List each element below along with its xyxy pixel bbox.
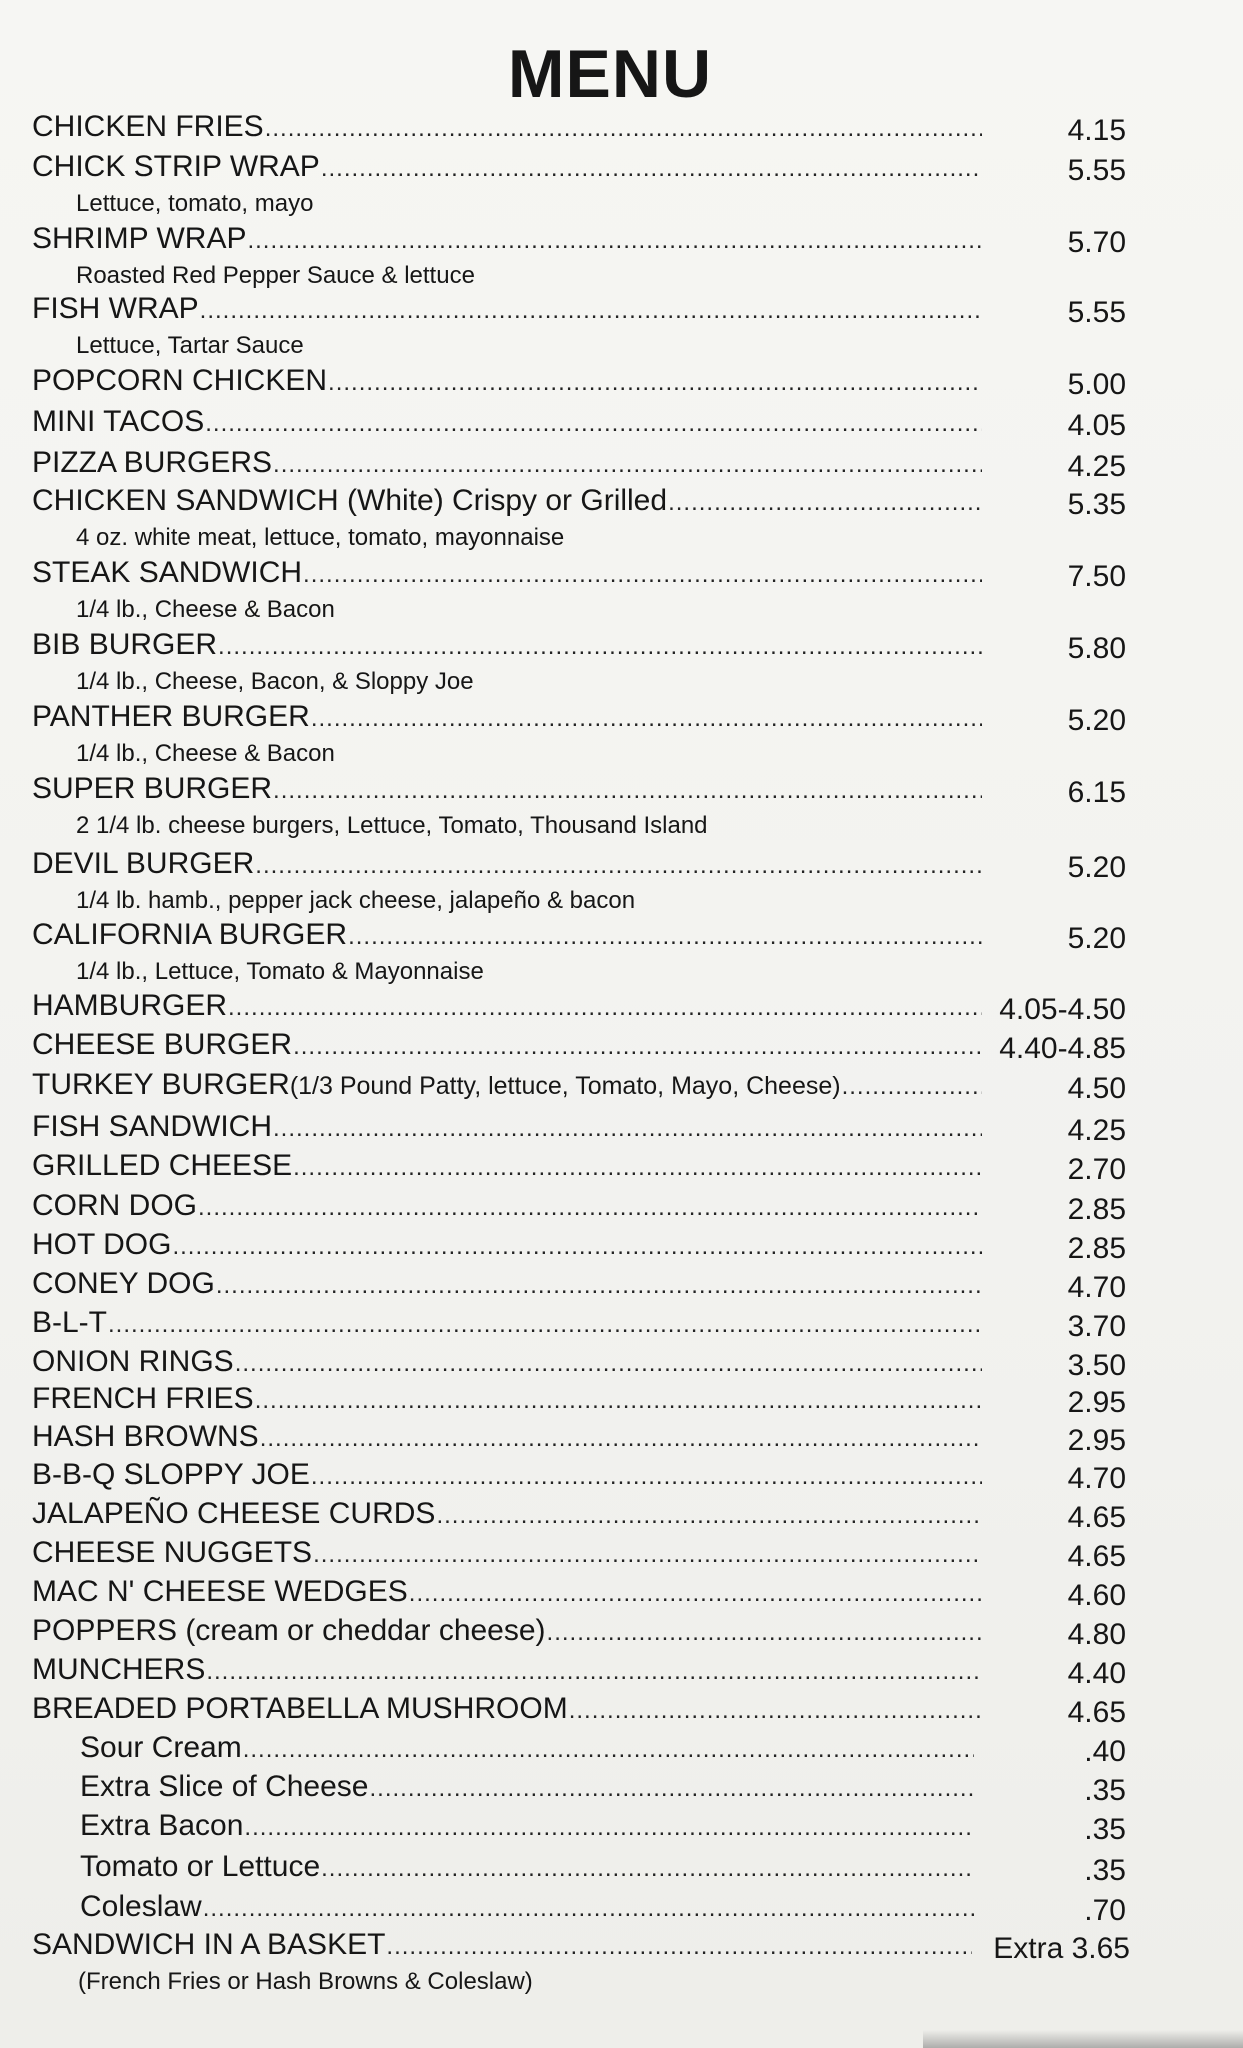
page-fold-shadow (923, 2030, 1243, 2048)
menu-item-name: CHICKEN FRIES (32, 110, 264, 143)
menu-item-price: 4.05-4.50 (999, 993, 1126, 1026)
dot-leader (348, 918, 982, 956)
menu-item-row (32, 1573, 984, 1611)
basket-description: (French Fries or Hash Browns & Coleslaw) (78, 1968, 533, 1995)
extra-item-row (80, 1768, 976, 1806)
menu-item-row (32, 148, 984, 186)
menu-item-row (32, 1456, 984, 1494)
dot-leader (216, 1267, 982, 1305)
basket-row (32, 1926, 974, 1964)
menu-item-row (32, 1534, 984, 1572)
menu-item-price: 4.50 (1067, 1072, 1126, 1105)
menu-item-price: 2.95 (1067, 1386, 1126, 1419)
dot-leader (228, 989, 982, 1027)
dot-leader (243, 1731, 974, 1769)
menu-item-name: FISH WRAP (32, 292, 199, 325)
menu-item-row (32, 1265, 984, 1303)
dot-leader (369, 1770, 974, 1808)
menu-item-row (32, 1418, 984, 1456)
menu-item-name: FRENCH FRIES (32, 1382, 254, 1415)
menu-item-price: 5.00 (1067, 368, 1126, 401)
menu-title: MENU (507, 36, 713, 112)
menu-item-price: 4.15 (1067, 114, 1126, 147)
menu-item-name: PANTHER BURGER (32, 700, 310, 733)
dot-leader (311, 1458, 982, 1496)
dot-leader (321, 150, 982, 188)
dot-leader (293, 1028, 982, 1066)
menu-item-row (32, 1226, 984, 1264)
menu-item-row (32, 403, 984, 441)
basket-price: Extra 3.65 (993, 1932, 1130, 1965)
menu-item-row (32, 770, 984, 808)
menu-item-name: GRILLED CHEESE (32, 1149, 293, 1182)
menu-item-price: 3.70 (1067, 1310, 1126, 1343)
extra-item-price: .70 (1084, 1894, 1126, 1927)
dot-leader (436, 1497, 982, 1535)
menu-item-description: 1/4 lb. hamb., pepper jack cheese, jalapeño & bacon (76, 887, 636, 914)
menu-item-row (32, 554, 984, 592)
extra-item-name: Coleslaw (80, 1890, 202, 1923)
menu-item-price: 5.80 (1067, 632, 1126, 665)
menu-item-row (32, 626, 984, 664)
menu-item-row (32, 1026, 984, 1064)
dot-leader (255, 1382, 982, 1420)
menu-item-name: PIZZA BURGERS (32, 446, 273, 479)
dot-leader (244, 1809, 974, 1847)
menu-item-description: Lettuce, tomato, mayo (76, 190, 314, 217)
menu-item-row (32, 290, 984, 328)
menu-item-description: Lettuce, Tartar Sauce (76, 332, 304, 359)
extra-item-row (80, 1729, 976, 1767)
menu-item-price: 4.60 (1067, 1579, 1126, 1612)
dot-leader (409, 1575, 982, 1613)
menu-item-row (32, 1612, 984, 1650)
menu-item-price: 4.80 (1067, 1618, 1126, 1651)
menu-item-name: CONEY DOG (32, 1267, 215, 1300)
menu-item-price: 4.25 (1067, 450, 1126, 483)
menu-item-description: 1/4 lb., Cheese & Bacon (76, 740, 335, 767)
menu-item-name: STEAK SANDWICH (32, 556, 303, 589)
menu-item-price: 7.50 (1067, 560, 1126, 593)
dot-leader (265, 110, 982, 148)
menu-item-price: 6.15 (1067, 776, 1126, 809)
menu-item-price: 4.65 (1067, 1696, 1126, 1729)
menu-item-note: (1/3 Pound Patty, lettuce, Tomato, Mayo, Cheese) (289, 1072, 841, 1100)
dot-leader (273, 772, 982, 810)
menu-item-name: CALIFORNIA BURGER (32, 918, 348, 951)
extra-item-price: .35 (1084, 1854, 1126, 1887)
menu-item-price: 4.65 (1067, 1501, 1126, 1534)
menu-item-price: 3.50 (1067, 1349, 1126, 1382)
menu-item-description: 1/4 lb., Cheese & Bacon (76, 596, 335, 623)
menu-item-price: 2.85 (1067, 1193, 1126, 1226)
extra-item-row (80, 1848, 976, 1886)
menu-item-row (32, 698, 984, 736)
menu-item-price: 5.70 (1067, 226, 1126, 259)
dot-leader (235, 1345, 982, 1383)
menu-item-name: B-L-T (32, 1306, 107, 1339)
menu-item-price: 2.70 (1067, 1153, 1126, 1186)
menu-item-name: MAC N' CHEESE WEDGES (32, 1575, 408, 1608)
menu-item-row (32, 220, 984, 258)
dot-leader (303, 556, 982, 594)
menu-item-price: 5.20 (1067, 704, 1126, 737)
menu-item-price: 5.35 (1067, 488, 1126, 521)
extra-item-name: Extra Slice of Cheese (80, 1770, 369, 1803)
menu-item-name: POPCORN CHICKEN (32, 364, 328, 397)
extra-item-price: .35 (1084, 1774, 1126, 1807)
menu-item-row (32, 1304, 984, 1342)
dot-leader (198, 1189, 982, 1227)
extra-item-name: Extra Bacon (80, 1809, 244, 1842)
dot-leader (273, 446, 982, 484)
menu-item-name: SUPER BURGER (32, 772, 273, 805)
menu-item-name: MINI TACOS (32, 405, 205, 438)
menu-item-description: Roasted Red Pepper Sauce & lettuce (76, 262, 475, 289)
menu-item-row (32, 108, 984, 146)
menu-item-description: 4 oz. white meat, lettuce, tomato, mayonnaise (76, 524, 565, 551)
menu-item-name: HAMBURGER (32, 989, 228, 1022)
menu-item-name: FISH SANDWICH (32, 1110, 272, 1143)
menu-item-price: 5.20 (1067, 851, 1126, 884)
dot-leader (321, 1850, 974, 1888)
menu-item-name: BIB BURGER (32, 628, 218, 661)
extra-item-row (80, 1888, 976, 1926)
menu-item-price: 4.70 (1067, 1462, 1126, 1495)
menu-item-name: HOT DOG (32, 1228, 172, 1261)
menu-item-name: CHEESE NUGGETS (32, 1536, 313, 1569)
menu-item-row (32, 1380, 984, 1418)
dot-leader (206, 1653, 982, 1691)
extra-item-name: Sour Cream (80, 1731, 242, 1764)
menu-item-row (32, 482, 984, 520)
extra-item-row (80, 1807, 976, 1845)
menu-item-name: ONION RINGS (32, 1345, 234, 1378)
menu-item-row (32, 1651, 984, 1689)
dot-leader (569, 1692, 982, 1730)
menu-item-row (32, 845, 984, 883)
menu-item-price: 4.05 (1067, 409, 1126, 442)
menu-item-description: 1/4 lb., Lettuce, Tomato & Mayonnaise (76, 958, 484, 985)
menu-item-name: CORN DOG (32, 1189, 197, 1222)
dot-leader (547, 1614, 982, 1652)
menu-item-price: 4.70 (1067, 1271, 1126, 1304)
menu-item-price: 4.40 (1067, 1657, 1126, 1690)
dot-leader (311, 700, 982, 738)
menu-item-name: CHICK STRIP WRAP (32, 150, 320, 183)
menu-item-price: 2.85 (1067, 1232, 1126, 1265)
dot-leader (328, 364, 982, 402)
menu-item-name: BREADED PORTABELLA MUSHROOM (32, 1692, 568, 1725)
menu-item-price: 5.55 (1067, 296, 1126, 329)
menu-item-price: 5.55 (1067, 154, 1126, 187)
menu-item-row (32, 1147, 984, 1185)
menu-item-name: HASH BROWNS (32, 1420, 259, 1453)
dot-leader (273, 1110, 982, 1148)
menu-item-row (32, 1108, 984, 1146)
menu-item-price: 4.65 (1067, 1540, 1126, 1573)
menu-item-row (32, 987, 984, 1025)
menu-item-name: MUNCHERS (32, 1653, 206, 1686)
dot-leader (668, 484, 982, 522)
basket-name: SANDWICH IN A BASKET (32, 1928, 386, 1961)
dot-leader (218, 628, 982, 666)
menu-item-row (32, 916, 984, 954)
menu-item-row (32, 362, 984, 400)
menu-item-name: CHEESE BURGER (32, 1028, 293, 1061)
dot-leader (200, 292, 982, 330)
menu-item-row (32, 1495, 984, 1533)
menu-item-price: 4.40-4.85 (999, 1032, 1126, 1065)
menu-item-description: 1/4 lb., Cheese, Bacon, & Sloppy Joe (76, 668, 474, 695)
dot-leader (108, 1306, 982, 1344)
menu-item-description: 2 1/4 lb. cheese burgers, Lettuce, Tomato, Thousand Island (76, 812, 708, 839)
dot-leader (247, 222, 982, 260)
menu-item-row (32, 1066, 984, 1104)
menu-item-name: SHRIMP WRAP (32, 222, 247, 255)
menu-item-price: 2.95 (1067, 1424, 1126, 1457)
extra-item-price: .40 (1084, 1735, 1126, 1768)
dot-leader (255, 847, 982, 885)
extra-item-name: Tomato or Lettuce (80, 1850, 321, 1883)
menu-item-name: POPPERS (cream or cheddar cheese) (32, 1614, 546, 1647)
menu-item-row (32, 1187, 984, 1225)
dot-leader (313, 1536, 982, 1574)
menu-item-price: 4.25 (1067, 1114, 1126, 1147)
menu-item-name: B-B-Q SLOPPY JOE (32, 1458, 310, 1491)
dot-leader (205, 405, 982, 443)
dot-leader (172, 1228, 982, 1266)
menu-item-row (32, 1690, 984, 1728)
menu-item-name: JALAPEÑO CHEESE CURDS (32, 1497, 436, 1530)
dot-leader (260, 1420, 982, 1458)
menu-item-price: 5.20 (1067, 922, 1126, 955)
menu-item-row (32, 1343, 984, 1381)
menu-item-name: CHICKEN SANDWICH (White) Crispy or Grilled (32, 484, 668, 517)
extra-item-price: .35 (1084, 1813, 1126, 1846)
dot-leader (203, 1890, 974, 1928)
dot-leader (293, 1149, 982, 1187)
menu-item-name: DEVIL BURGER (32, 847, 255, 880)
menu-item-name: TURKEY BURGER (32, 1068, 290, 1101)
menu-item-row (32, 444, 984, 482)
dot-leader (386, 1928, 972, 1966)
